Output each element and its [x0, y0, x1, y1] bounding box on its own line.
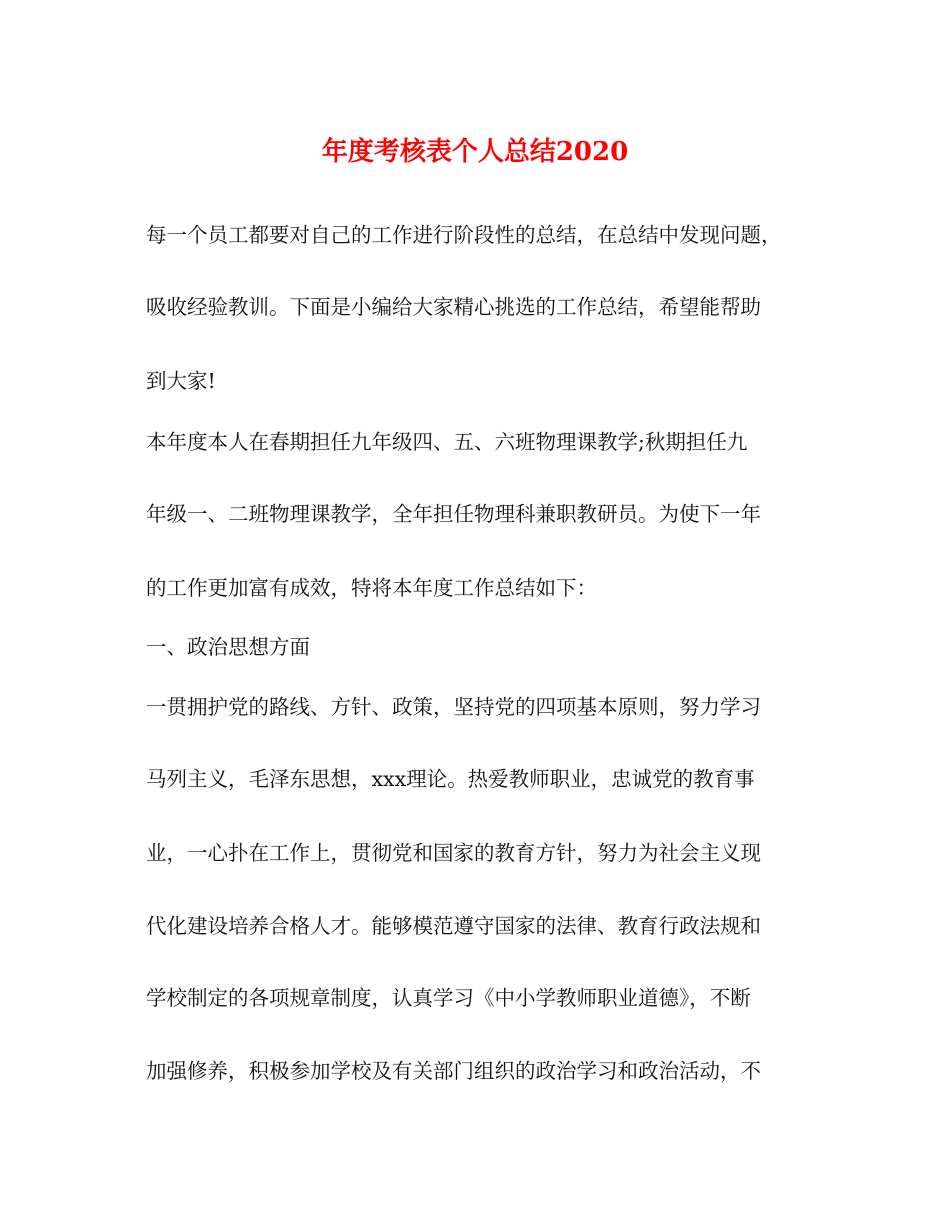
text-line: 年级一、二班物理课教学，全年担任物理科兼职教研员。为使下一年: [146, 502, 761, 526]
text-line: 本年度本人在春期担任九年级四、五、六班物理课教学;秋期担任九: [146, 430, 748, 454]
text-line: 的工作更加富有成效，特将本年度工作总结如下：: [146, 576, 597, 600]
text-line: 业，一心扑在工作上，贯彻党和国家的教育方针，努力为社会主义现: [146, 841, 761, 865]
text-line: 加强修养，积极参加学校及有关部门组织的政治学习和政治活动，不: [146, 1059, 761, 1083]
section-heading: 一、政治思想方面: [146, 635, 310, 659]
document-title: 年度考核表个人总结2020: [321, 137, 629, 167]
text-line: 学校制定的各项规章制度，认真学习《中小学教师职业道德》，不断: [146, 986, 751, 1010]
text-line: 马列主义，毛泽东思想，xxx理论。热爱教师职业，忠诚党的教育事: [146, 767, 755, 791]
text-line: 到大家!: [146, 369, 216, 393]
text-line: 吸收经验教训。下面是小编给大家精心挑选的工作总结，希望能帮助: [146, 295, 761, 319]
text-line: 一贯拥护党的路线、方针、政策，坚持党的四项基本原则，努力学习: [146, 695, 761, 719]
text-line: 每一个员工都要对自己的工作进行阶段性的总结，在总结中发现问题，: [146, 223, 782, 247]
text-line: 代化建设培养合格人才。能够模范遵守国家的法律、教育行政法规和: [146, 914, 761, 938]
